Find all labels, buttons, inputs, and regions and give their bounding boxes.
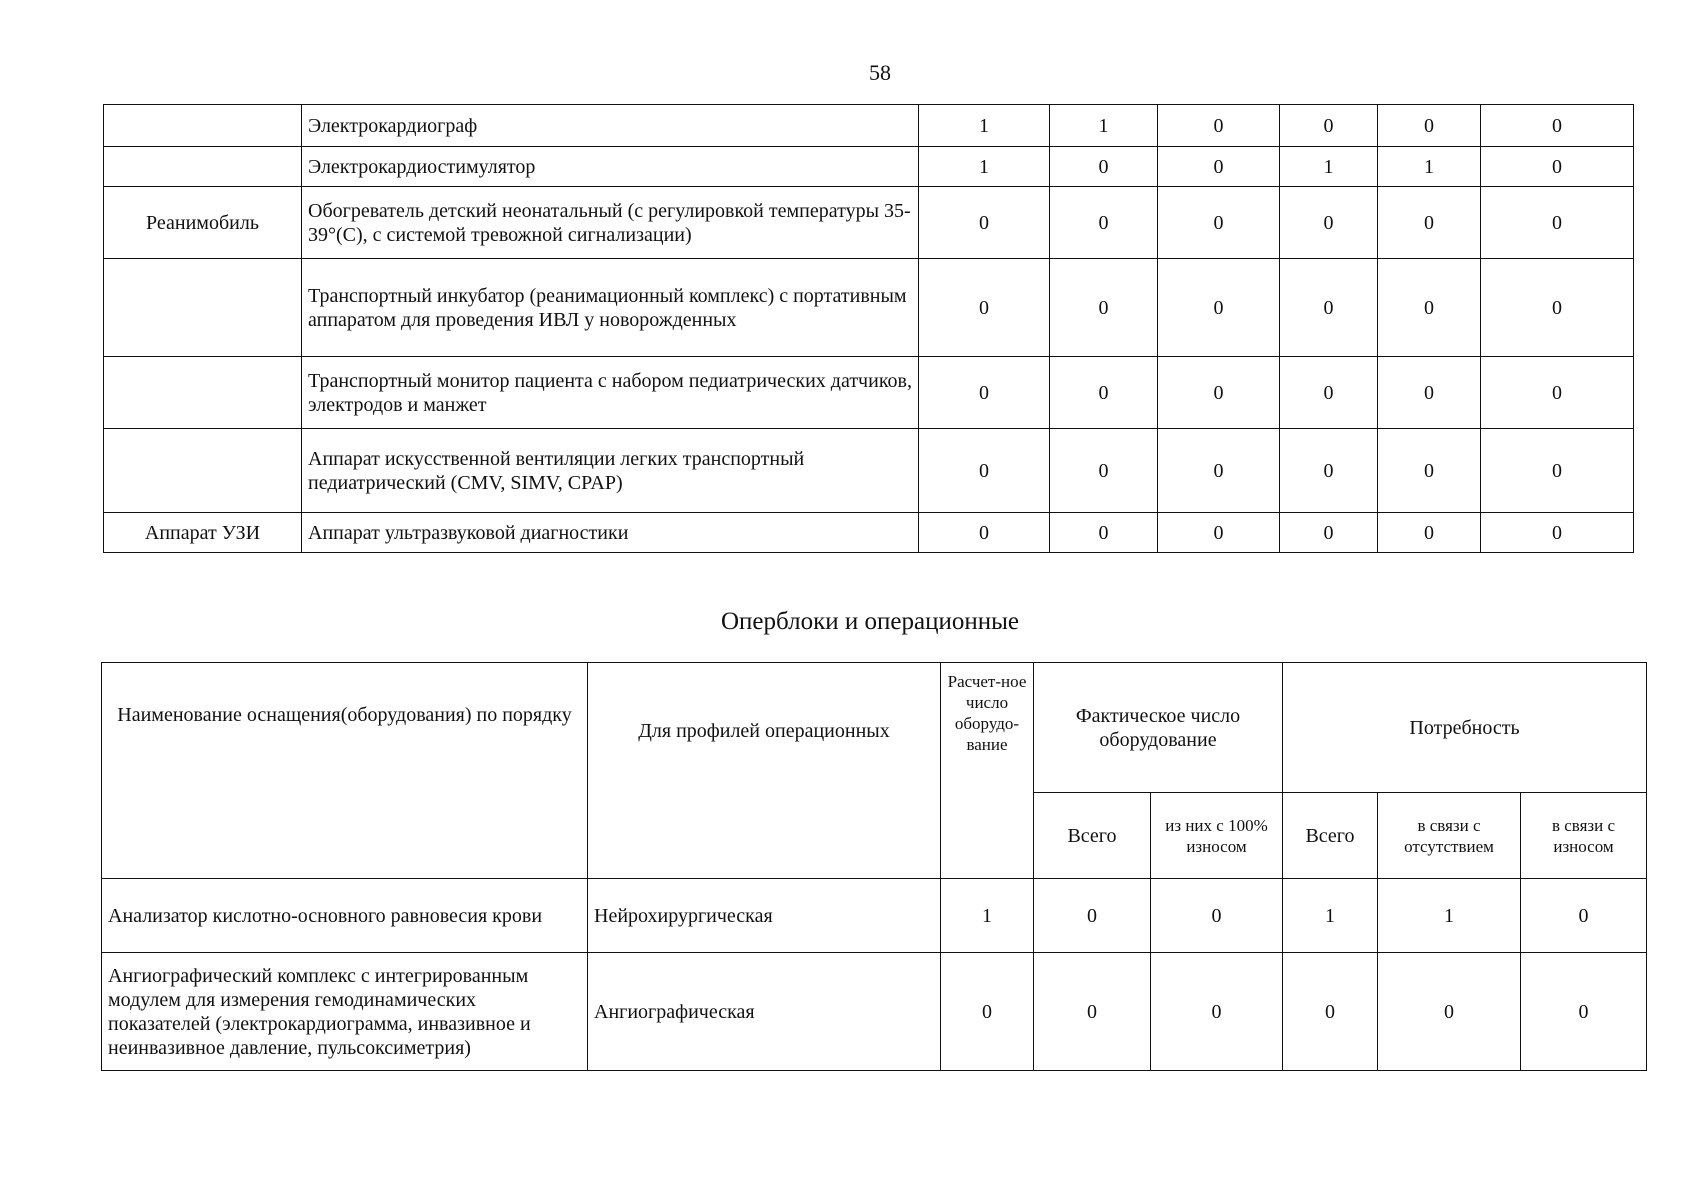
value-cell: 0 [919, 357, 1050, 429]
equipment-table-continued [103, 104, 1634, 553]
category-cell: Реанимобиль [104, 187, 302, 259]
header-actual: Фактическое число оборудование [1034, 663, 1283, 793]
value-cell: 0 [1481, 187, 1634, 259]
value-cell: 0 [1050, 259, 1158, 357]
value-cell: 0 [1521, 953, 1647, 1071]
value-cell: 0 [1158, 513, 1280, 553]
value-cell: 0 [1034, 953, 1151, 1071]
value-cell: 0 [1481, 429, 1634, 513]
category-cell [104, 259, 302, 357]
value-cell: 0 [1050, 357, 1158, 429]
equipment-name-cell: Обогреватель детский неонатальный (с регулировкой температуры 35-39°(С), с системой тревожной сигнализации) [302, 187, 919, 259]
section-title: Оперблоки и операционные [721, 608, 1019, 635]
header-equipment-name: Наименование оснащения(оборудования) по порядку [102, 663, 588, 879]
value-cell: 0 [1378, 187, 1481, 259]
value-cell: 0 [1378, 357, 1481, 429]
value-cell: 0 [941, 953, 1034, 1071]
operating-rooms-table [101, 662, 1647, 1071]
value-cell: 0 [1050, 147, 1158, 187]
category-cell [104, 357, 302, 429]
value-cell: 0 [1481, 105, 1634, 147]
category-cell [104, 105, 302, 147]
value-cell: 0 [1378, 259, 1481, 357]
header-actual-worn: из них с 100% износом [1151, 793, 1283, 879]
value-cell: 0 [1050, 513, 1158, 553]
header-calculated: Расчет-ное число оборудо-вание [941, 663, 1034, 879]
value-cell: 0 [1151, 953, 1283, 1071]
page-number: 58 [869, 60, 891, 85]
equipment-name-cell: Анализатор кислотно-основного равновесия крови [102, 879, 588, 953]
equipment-name-cell: Электрокардиостимулятор [302, 147, 919, 187]
value-cell: 0 [1378, 429, 1481, 513]
value-cell: 1 [919, 147, 1050, 187]
value-cell: 0 [919, 187, 1050, 259]
value-cell: 0 [1280, 259, 1378, 357]
header-need-worn: в связи с износом [1521, 793, 1647, 879]
table-row [104, 259, 1634, 357]
value-cell: 0 [1158, 357, 1280, 429]
header-actual-total: Всего [1034, 793, 1151, 879]
value-cell: 0 [1050, 187, 1158, 259]
table-row [102, 953, 1647, 1071]
value-cell: 0 [919, 429, 1050, 513]
value-cell: 1 [1378, 879, 1521, 953]
table-row [104, 357, 1634, 429]
table-row [104, 513, 1634, 553]
profile-cell: Ангиографическая [588, 953, 941, 1071]
value-cell: 0 [1158, 429, 1280, 513]
equipment-name-cell: Аппарат ультразвуковой диагностики [302, 513, 919, 553]
value-cell: 1 [1378, 147, 1481, 187]
value-cell: 0 [1050, 429, 1158, 513]
value-cell: 0 [1521, 879, 1647, 953]
value-cell: 0 [1158, 105, 1280, 147]
equipment-name-cell: Транспортный инкубатор (реанимационный комплекс) с портативным аппаратом для проведения ИВЛ у новорожденных [302, 259, 919, 357]
value-cell: 0 [1158, 147, 1280, 187]
value-cell: 0 [1378, 513, 1481, 553]
value-cell: 0 [1481, 259, 1634, 357]
table-row [104, 429, 1634, 513]
value-cell: 1 [1280, 147, 1378, 187]
value-cell: 1 [919, 105, 1050, 147]
table-row [104, 147, 1634, 187]
category-cell [104, 147, 302, 187]
equipment-name-cell: Ангиографический комплекс с интегрированным модулем для измерения гемодинамических показателей (электрокардиограмма, инвазивное и неинвазивное давление, пульсоксиметрия) [102, 953, 588, 1071]
value-cell: 0 [1158, 187, 1280, 259]
value-cell: 0 [1151, 879, 1283, 953]
value-cell: 0 [1378, 105, 1481, 147]
value-cell: 0 [1280, 105, 1378, 147]
value-cell: 0 [1378, 953, 1521, 1071]
table-row [102, 879, 1647, 953]
header-need-absent: в связи с отсутствием [1378, 793, 1521, 879]
value-cell: 1 [1283, 879, 1378, 953]
category-cell [104, 429, 302, 513]
table-row [104, 187, 1634, 259]
header-need-total: Всего [1283, 793, 1378, 879]
value-cell: 0 [1280, 357, 1378, 429]
profile-cell: Нейрохирургическая [588, 879, 941, 953]
header-profile: Для профилей операционных [588, 663, 941, 879]
value-cell: 0 [1481, 513, 1634, 553]
value-cell: 0 [1481, 357, 1634, 429]
equipment-name-cell: Электрокардиограф [302, 105, 919, 147]
value-cell: 0 [1280, 513, 1378, 553]
value-cell: 0 [919, 513, 1050, 553]
table-row [104, 105, 1634, 147]
value-cell: 0 [1283, 953, 1378, 1071]
table-header-row [102, 663, 1647, 793]
header-need: Потребность [1283, 663, 1647, 793]
value-cell: 0 [919, 259, 1050, 357]
value-cell: 0 [1034, 879, 1151, 953]
category-cell: Аппарат УЗИ [104, 513, 302, 553]
value-cell: 1 [941, 879, 1034, 953]
value-cell: 0 [1280, 187, 1378, 259]
equipment-name-cell: Аппарат искусственной вентиляции легких транспортный педиатрический (CMV, SIMV, CPAP) [302, 429, 919, 513]
equipment-name-cell: Транспортный монитор пациента с набором педиатрических датчиков, электродов и манжет [302, 357, 919, 429]
value-cell: 0 [1158, 259, 1280, 357]
value-cell: 1 [1050, 105, 1158, 147]
value-cell: 0 [1280, 429, 1378, 513]
value-cell: 0 [1481, 147, 1634, 187]
